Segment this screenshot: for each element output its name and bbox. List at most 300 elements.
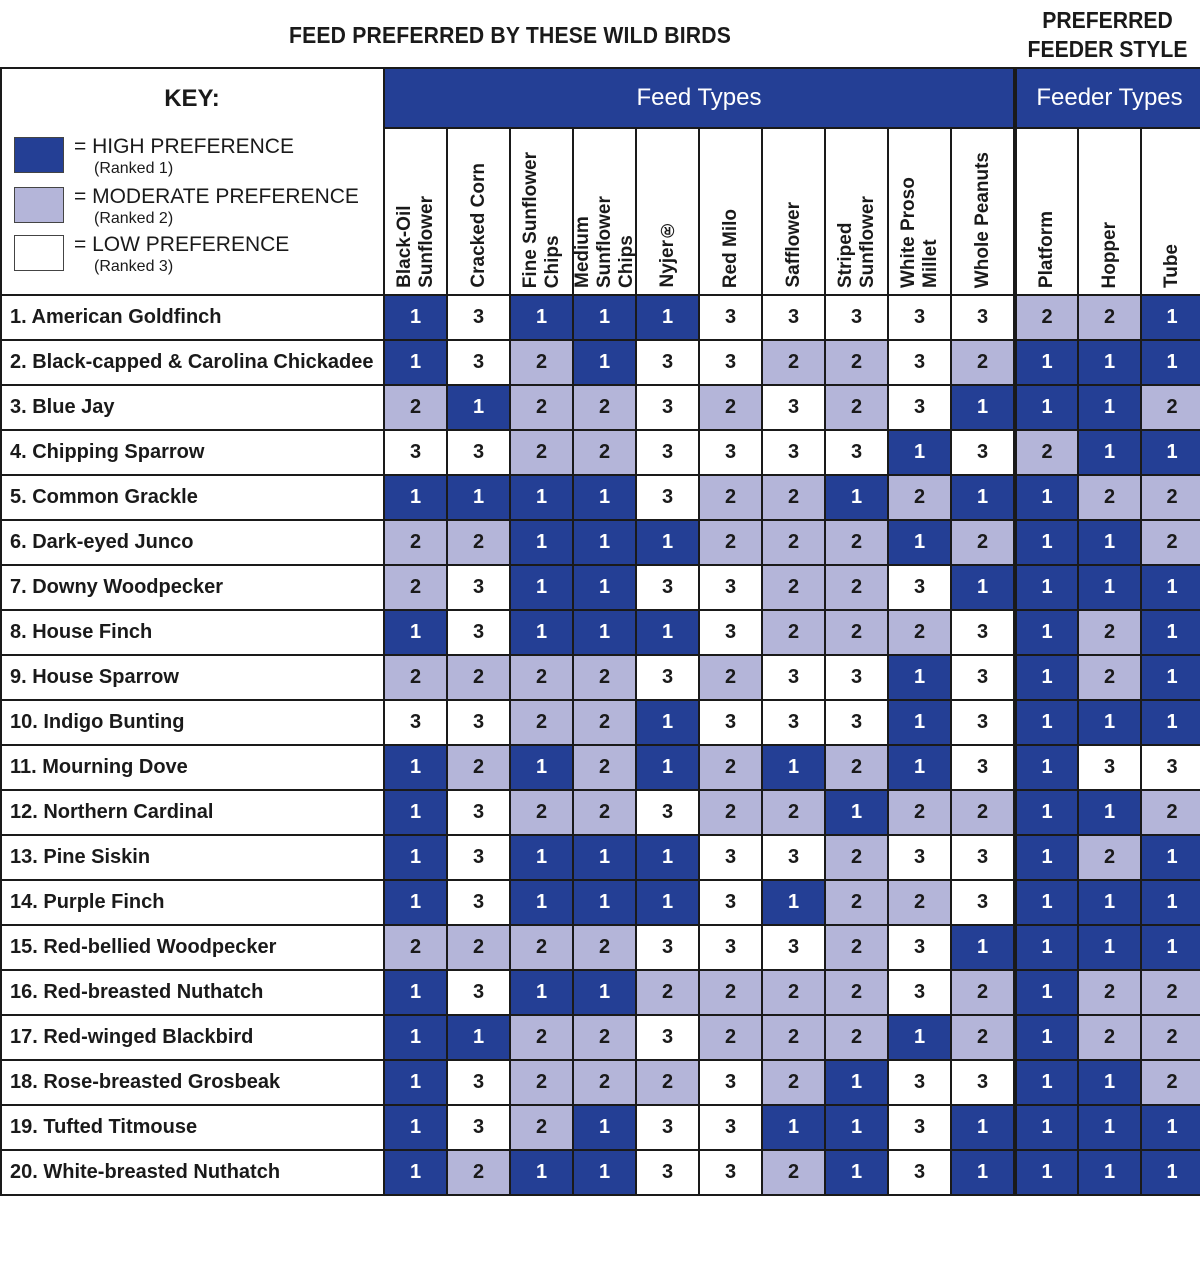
rank-cell-platform: 1 (1015, 745, 1078, 790)
bird-name: 1. American Goldfinch (1, 295, 384, 340)
rank-cell-fine-sunflower-chips: 2 (510, 700, 573, 745)
rank-cell-red-milo: 3 (699, 925, 762, 970)
rank-cell-cracked-corn: 3 (447, 835, 510, 880)
rank-cell-platform: 1 (1015, 655, 1078, 700)
key-title: KEY: (164, 85, 220, 112)
feeder-style-title-line1: PREFERRED (1042, 7, 1173, 33)
rank-cell-whole-peanuts: 1 (951, 925, 1015, 970)
column-header-fine-sunflower-chips (510, 128, 573, 295)
rank-cell-safflower: 2 (762, 1060, 825, 1105)
rank-cell-red-milo: 2 (699, 385, 762, 430)
rank-cell-white-proso-millet: 3 (888, 340, 951, 385)
rank-cell-striped-sunflower: 2 (825, 565, 888, 610)
rank-cell-black-oil-sunflower: 1 (384, 340, 447, 385)
rank-cell-fine-sunflower-chips: 2 (510, 1105, 573, 1150)
rank-cell-nyjer: 1 (636, 610, 699, 655)
rank-cell-tube: 1 (1141, 340, 1200, 385)
rank-cell-tube: 2 (1141, 385, 1200, 430)
rank-cell-medium-sunflower-chips: 1 (573, 835, 636, 880)
rank-cell-whole-peanuts: 2 (951, 1015, 1015, 1060)
column-header-platform (1015, 128, 1078, 295)
rank-cell-safflower: 2 (762, 340, 825, 385)
rank-cell-whole-peanuts: 2 (951, 790, 1015, 835)
column-label-fine-sunflower-chips: Fine Sunflower Chips (519, 151, 563, 288)
rank-cell-cracked-corn: 3 (447, 610, 510, 655)
rank-cell-white-proso-millet: 2 (888, 790, 951, 835)
key-swatch-moderate (14, 187, 64, 223)
rank-cell-hopper: 1 (1078, 430, 1141, 475)
table-row (1, 1015, 1200, 1060)
rank-cell-platform: 1 (1015, 1105, 1078, 1150)
rank-cell-black-oil-sunflower: 2 (384, 385, 447, 430)
rank-cell-cracked-corn: 3 (447, 295, 510, 340)
table-row (1, 655, 1200, 700)
rank-cell-white-proso-millet: 3 (888, 1150, 951, 1195)
feeder-style-title-line2: FEEDER STYLE (1027, 36, 1188, 62)
rank-cell-medium-sunflower-chips: 1 (573, 1105, 636, 1150)
column-label-safflower: Safflower (782, 202, 804, 288)
rank-cell-white-proso-millet: 3 (888, 1060, 951, 1105)
rank-cell-whole-peanuts: 2 (951, 970, 1015, 1015)
chart-title: FEED PREFERRED BY THESE WILD BIRDS (288, 22, 732, 48)
rank-cell-white-proso-millet: 2 (888, 475, 951, 520)
rank-cell-medium-sunflower-chips: 2 (573, 385, 636, 430)
rank-cell-cracked-corn: 2 (447, 655, 510, 700)
rank-cell-black-oil-sunflower: 1 (384, 475, 447, 520)
column-header-striped-sunflower (825, 128, 888, 295)
rank-cell-hopper: 1 (1078, 925, 1141, 970)
key-label-low: = LOW PREFERENCE (74, 233, 290, 256)
rank-cell-fine-sunflower-chips: 1 (510, 880, 573, 925)
rank-cell-white-proso-millet: 2 (888, 880, 951, 925)
table-row (1, 340, 1200, 385)
rank-cell-platform: 1 (1015, 610, 1078, 655)
table-row (1, 475, 1200, 520)
rank-cell-safflower: 2 (762, 475, 825, 520)
rank-cell-platform: 1 (1015, 565, 1078, 610)
rank-cell-black-oil-sunflower: 2 (384, 925, 447, 970)
rank-cell-hopper: 1 (1078, 385, 1141, 430)
column-label-whole-peanuts: Whole Peanuts (971, 151, 993, 288)
rank-cell-safflower: 3 (762, 295, 825, 340)
column-header-safflower (762, 128, 825, 295)
rank-cell-medium-sunflower-chips: 2 (573, 790, 636, 835)
rank-cell-nyjer: 1 (636, 880, 699, 925)
rank-cell-nyjer: 3 (636, 1150, 699, 1195)
rank-cell-medium-sunflower-chips: 1 (573, 880, 636, 925)
rank-cell-striped-sunflower: 2 (825, 1015, 888, 1060)
rank-cell-medium-sunflower-chips: 2 (573, 745, 636, 790)
table-row (1, 970, 1200, 1015)
rank-cell-tube: 1 (1141, 835, 1200, 880)
rank-cell-safflower: 3 (762, 835, 825, 880)
rank-cell-safflower: 2 (762, 1015, 825, 1060)
bird-name: 12. Northern Cardinal (1, 790, 384, 835)
rank-cell-fine-sunflower-chips: 1 (510, 745, 573, 790)
column-label-medium-sunflower-chips: Medium Sunflower Chips (571, 196, 637, 288)
bird-name: 14. Purple Finch (1, 880, 384, 925)
rank-cell-white-proso-millet: 3 (888, 295, 951, 340)
rank-cell-platform: 1 (1015, 790, 1078, 835)
rank-cell-black-oil-sunflower: 1 (384, 295, 447, 340)
rank-cell-medium-sunflower-chips: 1 (573, 475, 636, 520)
rank-cell-red-milo: 3 (699, 700, 762, 745)
rank-cell-white-proso-millet: 3 (888, 565, 951, 610)
rank-cell-striped-sunflower: 1 (825, 1060, 888, 1105)
bird-name: 18. Rose-breasted Grosbeak (1, 1060, 384, 1105)
bird-name: 2. Black-capped & Carolina Chickadee (1, 340, 384, 385)
rank-cell-white-proso-millet: 1 (888, 520, 951, 565)
rank-cell-tube: 1 (1141, 430, 1200, 475)
rank-cell-medium-sunflower-chips: 2 (573, 1060, 636, 1105)
rank-cell-cracked-corn: 1 (447, 385, 510, 430)
rank-cell-hopper: 1 (1078, 1150, 1141, 1195)
rank-cell-tube: 2 (1141, 475, 1200, 520)
rank-cell-safflower: 3 (762, 700, 825, 745)
rank-cell-nyjer: 2 (636, 1060, 699, 1105)
rank-cell-nyjer: 3 (636, 385, 699, 430)
rank-cell-striped-sunflower: 2 (825, 520, 888, 565)
rank-cell-hopper: 2 (1078, 475, 1141, 520)
rank-cell-hopper: 2 (1078, 970, 1141, 1015)
rank-cell-medium-sunflower-chips: 2 (573, 1015, 636, 1060)
table-row (1, 430, 1200, 475)
rank-cell-white-proso-millet: 3 (888, 385, 951, 430)
rank-cell-black-oil-sunflower: 1 (384, 1015, 447, 1060)
rank-cell-fine-sunflower-chips: 2 (510, 790, 573, 835)
rank-cell-safflower: 3 (762, 655, 825, 700)
rank-cell-tube: 1 (1141, 1105, 1200, 1150)
column-label-platform: Platform (1036, 210, 1057, 288)
bird-name: 20. White-breasted Nuthatch (1, 1150, 384, 1195)
rank-cell-tube: 1 (1141, 700, 1200, 745)
rank-cell-nyjer: 3 (636, 655, 699, 700)
rank-cell-whole-peanuts: 2 (951, 520, 1015, 565)
rank-cell-hopper: 2 (1078, 835, 1141, 880)
rank-cell-striped-sunflower: 2 (825, 340, 888, 385)
table-row (1, 700, 1200, 745)
rank-cell-cracked-corn: 3 (447, 565, 510, 610)
key-label-moderate: = MODERATE PREFERENCE (74, 185, 359, 208)
rank-cell-safflower: 2 (762, 565, 825, 610)
rank-cell-white-proso-millet: 1 (888, 745, 951, 790)
column-header-hopper (1078, 128, 1141, 295)
rank-cell-nyjer: 2 (636, 970, 699, 1015)
group-header-feed-types: Feed Types (384, 68, 1015, 128)
rank-cell-red-milo: 3 (699, 1150, 762, 1195)
rank-cell-fine-sunflower-chips: 2 (510, 1060, 573, 1105)
rank-cell-tube: 1 (1141, 655, 1200, 700)
rank-cell-tube: 1 (1141, 565, 1200, 610)
rank-cell-white-proso-millet: 1 (888, 655, 951, 700)
rank-cell-cracked-corn: 3 (447, 340, 510, 385)
rank-cell-safflower: 1 (762, 880, 825, 925)
rank-cell-striped-sunflower: 2 (825, 970, 888, 1015)
rank-cell-striped-sunflower: 2 (825, 385, 888, 430)
rank-cell-tube: 2 (1141, 1060, 1200, 1105)
key-item-low (14, 233, 289, 277)
preference-table (0, 67, 1200, 1196)
rank-cell-whole-peanuts: 1 (951, 385, 1015, 430)
rank-cell-tube: 1 (1141, 925, 1200, 970)
rank-cell-cracked-corn: 3 (447, 700, 510, 745)
rank-cell-striped-sunflower: 1 (825, 1105, 888, 1150)
rank-cell-striped-sunflower: 2 (825, 610, 888, 655)
rank-cell-striped-sunflower: 3 (825, 655, 888, 700)
bird-name: 7. Downy Woodpecker (1, 565, 384, 610)
rank-cell-red-milo: 3 (699, 340, 762, 385)
rank-cell-medium-sunflower-chips: 2 (573, 700, 636, 745)
rank-cell-fine-sunflower-chips: 1 (510, 970, 573, 1015)
rank-cell-fine-sunflower-chips: 1 (510, 1150, 573, 1195)
table-row (1, 835, 1200, 880)
rank-cell-whole-peanuts: 1 (951, 1150, 1015, 1195)
rank-cell-hopper: 1 (1078, 1060, 1141, 1105)
rank-cell-whole-peanuts: 3 (951, 835, 1015, 880)
bird-name: 4. Chipping Sparrow (1, 430, 384, 475)
rank-cell-white-proso-millet: 3 (888, 925, 951, 970)
rank-cell-platform: 2 (1015, 295, 1078, 340)
rank-cell-striped-sunflower: 1 (825, 475, 888, 520)
rank-cell-tube: 1 (1141, 610, 1200, 655)
group-header-feeder-types: Feeder Types (1015, 68, 1200, 128)
rank-cell-striped-sunflower: 2 (825, 880, 888, 925)
rank-cell-cracked-corn: 1 (447, 475, 510, 520)
table-row (1, 520, 1200, 565)
bird-name: 9. House Sparrow (1, 655, 384, 700)
rank-cell-cracked-corn: 3 (447, 1060, 510, 1105)
rank-cell-hopper: 2 (1078, 295, 1141, 340)
bird-name: 3. Blue Jay (1, 385, 384, 430)
table-row (1, 880, 1200, 925)
bird-name: 11. Mourning Dove (1, 745, 384, 790)
rank-cell-cracked-corn: 3 (447, 790, 510, 835)
rank-cell-nyjer: 1 (636, 745, 699, 790)
column-header-cracked-corn (447, 128, 510, 295)
rank-cell-hopper: 1 (1078, 565, 1141, 610)
feeder-style-title (1022, 6, 1192, 64)
rank-cell-platform: 1 (1015, 1015, 1078, 1060)
rank-cell-striped-sunflower: 3 (825, 700, 888, 745)
rank-cell-medium-sunflower-chips: 2 (573, 430, 636, 475)
rank-cell-striped-sunflower: 1 (825, 790, 888, 835)
rank-cell-platform: 2 (1015, 430, 1078, 475)
rank-cell-whole-peanuts: 3 (951, 1060, 1015, 1105)
table-row (1, 1060, 1200, 1105)
rank-cell-cracked-corn: 2 (447, 1150, 510, 1195)
rank-cell-cracked-corn: 2 (447, 745, 510, 790)
rank-cell-nyjer: 3 (636, 925, 699, 970)
rank-cell-safflower: 2 (762, 1150, 825, 1195)
column-label-cracked-corn: Cracked Corn (467, 163, 489, 288)
rank-cell-tube: 3 (1141, 745, 1200, 790)
rank-cell-nyjer: 3 (636, 1105, 699, 1150)
rank-cell-nyjer: 1 (636, 835, 699, 880)
rank-cell-cracked-corn: 2 (447, 925, 510, 970)
rank-cell-white-proso-millet: 3 (888, 835, 951, 880)
rank-cell-safflower: 3 (762, 430, 825, 475)
rank-cell-fine-sunflower-chips: 1 (510, 295, 573, 340)
rank-cell-fine-sunflower-chips: 1 (510, 475, 573, 520)
rank-cell-whole-peanuts: 2 (951, 340, 1015, 385)
rank-cell-white-proso-millet: 3 (888, 970, 951, 1015)
rank-cell-hopper: 1 (1078, 340, 1141, 385)
rank-cell-whole-peanuts: 3 (951, 655, 1015, 700)
rank-cell-whole-peanuts: 3 (951, 700, 1015, 745)
bird-name: 10. Indigo Bunting (1, 700, 384, 745)
table-row (1, 295, 1200, 340)
rank-cell-safflower: 1 (762, 1105, 825, 1150)
column-label-black-oil-sunflower: Black-Oil Sunflower (393, 196, 437, 288)
rank-cell-cracked-corn: 1 (447, 1015, 510, 1060)
rank-cell-red-milo: 3 (699, 880, 762, 925)
column-header-whole-peanuts (951, 128, 1015, 295)
column-header-tube (1141, 128, 1200, 295)
rank-cell-red-milo: 2 (699, 970, 762, 1015)
rank-cell-striped-sunflower: 3 (825, 295, 888, 340)
rank-cell-platform: 1 (1015, 925, 1078, 970)
rank-cell-hopper: 1 (1078, 700, 1141, 745)
rank-cell-striped-sunflower: 1 (825, 1150, 888, 1195)
rank-cell-black-oil-sunflower: 2 (384, 565, 447, 610)
rank-cell-red-milo: 3 (699, 1060, 762, 1105)
rank-cell-safflower: 2 (762, 970, 825, 1015)
rank-cell-whole-peanuts: 3 (951, 295, 1015, 340)
table-row (1, 1105, 1200, 1150)
rank-cell-platform: 1 (1015, 835, 1078, 880)
rank-cell-platform: 1 (1015, 1060, 1078, 1105)
rank-cell-nyjer: 3 (636, 475, 699, 520)
rank-cell-tube: 2 (1141, 790, 1200, 835)
column-header-medium-sunflower-chips (573, 128, 636, 295)
rank-cell-cracked-corn: 2 (447, 520, 510, 565)
rank-cell-striped-sunflower: 2 (825, 925, 888, 970)
column-header-nyjer (636, 128, 699, 295)
rank-cell-black-oil-sunflower: 1 (384, 1150, 447, 1195)
rank-cell-fine-sunflower-chips: 1 (510, 610, 573, 655)
key-sub-low: (Ranked 3) (94, 258, 174, 275)
rank-cell-medium-sunflower-chips: 2 (573, 925, 636, 970)
rank-cell-tube: 1 (1141, 295, 1200, 340)
rank-cell-white-proso-millet: 1 (888, 430, 951, 475)
key-swatch-low (14, 235, 64, 271)
column-label-tube: Tube (1161, 244, 1182, 288)
table-row (1, 565, 1200, 610)
rank-cell-red-milo: 2 (699, 655, 762, 700)
rank-cell-white-proso-millet: 3 (888, 1105, 951, 1150)
rank-cell-black-oil-sunflower: 3 (384, 430, 447, 475)
column-label-red-milo: Red Milo (719, 208, 741, 288)
rank-cell-white-proso-millet: 1 (888, 700, 951, 745)
rank-cell-platform: 1 (1015, 340, 1078, 385)
rank-cell-red-milo: 3 (699, 430, 762, 475)
rank-cell-tube: 2 (1141, 520, 1200, 565)
rank-cell-safflower: 3 (762, 925, 825, 970)
column-header-white-proso-millet (888, 128, 951, 295)
rank-cell-white-proso-millet: 2 (888, 610, 951, 655)
rank-cell-striped-sunflower: 3 (825, 430, 888, 475)
rank-cell-black-oil-sunflower: 1 (384, 880, 447, 925)
rank-cell-fine-sunflower-chips: 1 (510, 565, 573, 610)
rank-cell-cracked-corn: 3 (447, 970, 510, 1015)
table-row (1, 925, 1200, 970)
table-row (1, 1150, 1200, 1195)
rank-cell-striped-sunflower: 2 (825, 835, 888, 880)
rank-cell-medium-sunflower-chips: 1 (573, 1150, 636, 1195)
rank-cell-platform: 1 (1015, 880, 1078, 925)
rank-cell-cracked-corn: 3 (447, 1105, 510, 1150)
rank-cell-whole-peanuts: 3 (951, 745, 1015, 790)
rank-cell-black-oil-sunflower: 1 (384, 790, 447, 835)
rank-cell-platform: 1 (1015, 475, 1078, 520)
rank-cell-whole-peanuts: 3 (951, 880, 1015, 925)
column-header-red-milo (699, 128, 762, 295)
rank-cell-red-milo: 2 (699, 1015, 762, 1060)
rank-cell-hopper: 1 (1078, 880, 1141, 925)
bird-name: 19. Tufted Titmouse (1, 1105, 384, 1150)
rank-cell-medium-sunflower-chips: 1 (573, 340, 636, 385)
rank-cell-fine-sunflower-chips: 2 (510, 1015, 573, 1060)
rank-cell-platform: 1 (1015, 520, 1078, 565)
key-sub-high: (Ranked 1) (94, 160, 174, 177)
rank-cell-medium-sunflower-chips: 1 (573, 970, 636, 1015)
rank-cell-safflower: 2 (762, 520, 825, 565)
rank-cell-medium-sunflower-chips: 2 (573, 655, 636, 700)
rank-cell-tube: 1 (1141, 1150, 1200, 1195)
rank-cell-red-milo: 3 (699, 610, 762, 655)
rank-cell-medium-sunflower-chips: 1 (573, 565, 636, 610)
rank-cell-black-oil-sunflower: 1 (384, 610, 447, 655)
rank-cell-white-proso-millet: 1 (888, 1015, 951, 1060)
rank-cell-nyjer: 3 (636, 1015, 699, 1060)
rank-cell-red-milo: 3 (699, 565, 762, 610)
rank-cell-hopper: 2 (1078, 610, 1141, 655)
rank-cell-medium-sunflower-chips: 1 (573, 295, 636, 340)
rank-cell-safflower: 3 (762, 385, 825, 430)
column-label-nyjer: Nyjer® (656, 219, 678, 288)
key-swatch-high (14, 137, 64, 173)
rank-cell-medium-sunflower-chips: 1 (573, 610, 636, 655)
rank-cell-safflower: 2 (762, 790, 825, 835)
rank-cell-black-oil-sunflower: 3 (384, 700, 447, 745)
rank-cell-nyjer: 3 (636, 565, 699, 610)
bird-name: 13. Pine Siskin (1, 835, 384, 880)
key-legend (1, 68, 384, 295)
rank-cell-black-oil-sunflower: 1 (384, 970, 447, 1015)
rank-cell-nyjer: 1 (636, 700, 699, 745)
rank-cell-fine-sunflower-chips: 1 (510, 520, 573, 565)
key-item-moderate (14, 185, 359, 229)
rank-cell-fine-sunflower-chips: 2 (510, 925, 573, 970)
rank-cell-medium-sunflower-chips: 1 (573, 520, 636, 565)
rank-cell-black-oil-sunflower: 1 (384, 1060, 447, 1105)
rank-cell-hopper: 2 (1078, 655, 1141, 700)
bird-name: 16. Red-breasted Nuthatch (1, 970, 384, 1015)
rank-cell-nyjer: 3 (636, 340, 699, 385)
bird-name: 15. Red-bellied Woodpecker (1, 925, 384, 970)
rank-cell-tube: 2 (1141, 1015, 1200, 1060)
rank-cell-hopper: 1 (1078, 1105, 1141, 1150)
column-label-hopper: Hopper (1098, 221, 1120, 288)
rank-cell-black-oil-sunflower: 1 (384, 835, 447, 880)
rank-cell-black-oil-sunflower: 1 (384, 1105, 447, 1150)
rank-cell-platform: 1 (1015, 385, 1078, 430)
bird-name: 17. Red-winged Blackbird (1, 1015, 384, 1060)
key-label-high: = HIGH PREFERENCE (74, 135, 294, 158)
rank-cell-black-oil-sunflower: 2 (384, 520, 447, 565)
rank-cell-red-milo: 3 (699, 835, 762, 880)
column-label-striped-sunflower: Striped Sunflower (834, 196, 878, 288)
